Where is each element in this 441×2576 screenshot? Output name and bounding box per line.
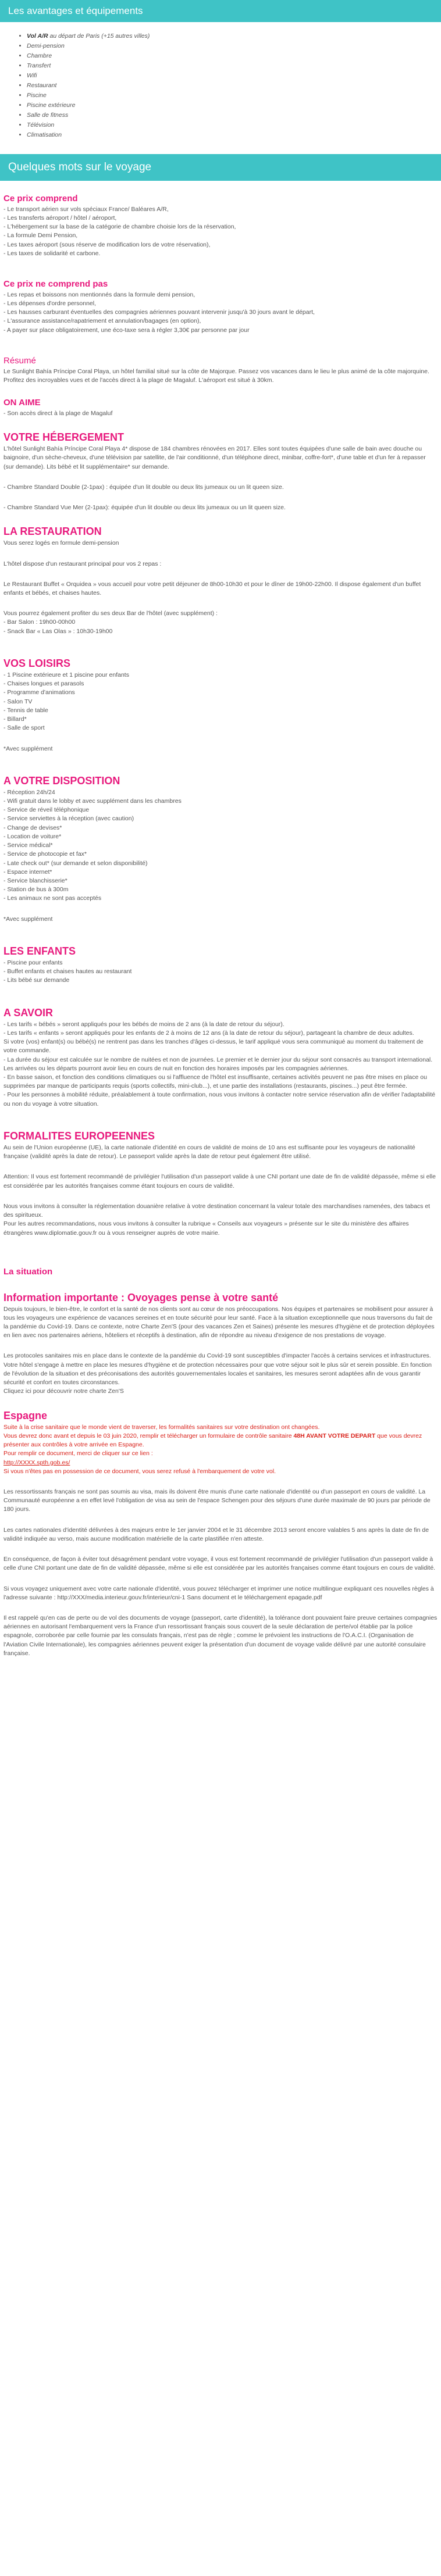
advantage-item: • Transfert (27, 61, 441, 71)
advantage-item: • Climatisation (27, 130, 441, 140)
list-line: - Service serviettes à la réception (avec caution) (3, 815, 134, 823)
list-line: - Programme d'animations (3, 689, 75, 696)
list-line: - Late check out* (sur demande et selon disponibilité) (3, 859, 148, 867)
on-aime-list (3, 409, 438, 418)
espagne-p3: En conséquence, de façon à éviter tout désagrément pendant votre voyage, il vous est fortement recommandé de privilégier l'utilisation d'un passeport valide à celle d'une CNI portant une date de fin de validité dépassée, même si elle est considérée par les autorités françaises comme étant toujours en cours de validité. (3, 1556, 436, 1572)
espagne-title: Espagne (3, 1409, 48, 1421)
list-line: - Les animaux ne sont pas acceptés (3, 895, 102, 902)
list-line: - Salle de sport (3, 724, 45, 732)
price-includes-list (3, 205, 438, 258)
restauration-formula: Vous serez logés en formule demi-pension (3, 540, 119, 547)
list-line: - Réception 24h/24 (3, 788, 55, 796)
words-banner: Quelques mots sur le voyage (0, 154, 441, 181)
summary-title: Résumé (3, 355, 36, 366)
formalites-p1: Au sein de l'Union européenne (UE), la carte nationale d'identité en cours de validité de moins de 10 ans est suffisante pour les voyageurs de nationalité française (validité après la date de retour). Le passeport valide après la date de retour peut également être utilisé. (3, 1144, 415, 1160)
list-line: - Les taxes de solidarité et carbone. (3, 249, 101, 257)
savoir-title: A SAVOIR (3, 1006, 54, 1019)
list-line: - Salon TV (3, 698, 33, 705)
list-line: - Billard* (3, 716, 27, 723)
list-line: - Piscine pour enfants (3, 959, 63, 966)
summary-text: Le Sunlight Bahía Príncipe Coral Playa, un hôtel familial situé sur la côte de Majorque. Passez vos vacances dans le lieu le plus animé de la côte majorquine. Profitez des incroyables vues et de l'accès direct à la plage de Magaluf. L'aéroport est situé à 30km. (3, 367, 429, 384)
advantage-item: • Piscine extérieure (27, 101, 441, 110)
list-line: - Buffet enfants et chaises hautes au restaurant (3, 968, 132, 976)
espagne-alert-4: Si vous n'êtes pas en possession de ce document, vous serez refusé à l'embarquement de votre vol. (3, 1467, 276, 1475)
list-line: - Service de réveil téléphonique (3, 806, 90, 814)
charte-zens-link[interactable]: Cliquez ici pour découvrir notre charte Zen'S (3, 1388, 124, 1395)
list-line: - L'assurance assistance/rapatriement et annulation/bagages (en option), (3, 317, 201, 325)
espagne-alert-1: Suite à la crise sanitaire que le monde vient de traverser, les formalités sanitaires sur votre destination ont changées. (3, 1423, 320, 1431)
advantage-item: • Piscine (27, 91, 441, 101)
important-title: Information importante : Ovoyages pense à votre santé (3, 1291, 279, 1303)
list-line: - Espace internet* (3, 868, 52, 876)
savoir-list (3, 1020, 438, 1109)
restauration-buffet: Le Restaurant Buffet « Orquidea » vous accueil pour votre petit déjeuner de 8h00-10h30 et pour le dîner de 19h00-22h00. Il dispose également d'un buffet enfants et bébés, et chaises hautes. (3, 580, 421, 596)
advantage-item: • Demi-pension (27, 41, 441, 51)
list-line: - Location de voiture* (3, 833, 62, 840)
bar-salon: - Bar Salon : 19h00-00h00 (3, 619, 76, 626)
trip-details (0, 181, 441, 1681)
list-line: - Les repas et boissons non mentionnés dans la formule demi pension, (3, 291, 195, 298)
hebergement-text: L'hôtel Sunlight Bahía Príncipe Coral Playa 4* dispose de 184 chambres rénovées en 2017. Elles sont toutes équipées d'une salle de bain avec douche ou baignoire, d'un sèche-cheveux, d'une télévision par satellite, de l'air conditionné, d'un téléphone direct, minibar, coffre-fort*, d'une table et d'un fer à repasser (sur demande). Lits bébé et lit supplémentaire* sur demande. (3, 445, 426, 470)
list-line: - Les tarifs « enfants » seront appliqués pour les enfants de 2 à moins de 12 ans (à la date de retour du séjour), partageant la chambre de deux adultes. (3, 1029, 414, 1037)
list-line: - La durée du séjour est calculée sur le nombre de nuitées et non de journées. Le premier et le dernier jour du séjour sont consacrés au transport international. Les arrivées ou les départs pourront avoir lieu en cours de nuit en fonction des horaires imposés par les compagnies aériennes. (3, 1056, 433, 1072)
advantage-item: • Wifi (27, 71, 441, 81)
restauration-main: L'hôtel dispose d'un restaurant principal pour vos 2 repas : (3, 560, 162, 567)
list-line: - La formule Demi Pension, (3, 232, 78, 240)
list-line: - 1 Piscine extérieure et 1 piscine pour enfants (3, 671, 129, 678)
hebergement-title: VOTRE HÉBERGEMENT (3, 431, 125, 444)
list-line: - L'hébergement sur la base de la catégorie de chambre choisie lors de la réservation, (3, 223, 236, 231)
list-line: - Son accès direct à la plage de Magaluf (3, 409, 113, 417)
list-line: - En basse saison, et fonction des conditions climatiques ou si l'affluence de l'hôtel est insuffisante, certaines activités peuvent ne pas être mises en place ou supprimées par manque de participants requis (sports collectifs, mini-club...), et une partie des installations (restaurants, piscines...) peut être fermée. (3, 1074, 427, 1090)
formalites-p2: Attention: Il vous est fortement recommandé de privilégier l'utilisation d'un passeport valide à une CNI portant une date de fin de validité dépassée, même si elle est considérée par les autorités françaises comme étant toujours en cours de validité. (3, 1173, 436, 1189)
advantage-item: • Télévision (27, 120, 441, 130)
advantage-item: • Restaurant (27, 81, 441, 91)
price-excludes-list (3, 291, 438, 335)
formalites-p3: Nous vous invitons à consulter la réglementation douanière relative à votre destination concernant la valeur totale des marchandises ramenées, des tabacs et des spiritueux. (3, 1202, 431, 1219)
list-line: - Service médical* (3, 842, 53, 849)
room-standard-sea-view: - Chambre Standard Vue Mer (2-1pax): équipée d'un lit double ou deux lits jumeaux ou un lit queen size. (3, 504, 286, 512)
espagne-p4: Si vous voyagez uniquement avec votre carte nationale d'identité, vous pouvez télécharger et imprimer une notice multilingue expliquant ces nouvelles règles à l'adresse suivante : http://XXX/media.interieur.gouv.fr/interieur/cni-1 Sans document et le téléchargement epagade.pdf (3, 1585, 434, 1601)
advantages-list (0, 22, 441, 154)
loisirs-note: *Avec supplément (3, 745, 53, 752)
list-line: - Les taxes aéroport (sous réserve de modification lors de votre réservation), (3, 241, 211, 248)
restauration-bars: Vous pourrez également profiter du ses deux Bar de l'hôtel (avec supplément) : (3, 610, 218, 617)
disposition-note: *Avec supplément (3, 915, 53, 923)
situation-title: La situation (3, 1266, 53, 1277)
important-p1: Depuis toujours, le bien-être, le confort et la santé de nos clients sont au cœur de nos préoccupations. Nos équipes et partenaires se mobilisent pour assurer à tous les voyageurs une expérience de vacances sereines et en toute sécurité pour leur santé. Face à la situation exceptionnelle que nous traversons du fait de la pandémie du Covid-19. Dans ce contexte, notre Charte Zen'S (pour des vacances Zen et Saines) présente les mesures d'hygiène et de protection déployées en lien avec nos partenaires aériens, hôteliers et réceptifs à destination, afin de répondre au niveau d'exigence de nos prestations de voyage. (3, 1305, 435, 1339)
on-aime-title: ON AIME (3, 398, 41, 408)
important-p2: Les protocoles sanitaires mis en place dans le contexte de la pandémie du Covid-19 sont susceptibles d'impacter l'accès à certains services et infrastructures. Votre hôtel s'engage à mettre en place les mesures d'hygiène et de protection nécessaires pour que votre séjour soit le plus sûr et serein possible. En fonction de l'évolution de la situation et des préconisations des autorités gouvernementales locales et sanitaires, les mesures seront adaptées afin de vous garantir sécurité et confort en toutes circonstances. (3, 1352, 432, 1387)
enfants-title: LES ENFANTS (3, 945, 76, 957)
loisirs-list (3, 671, 438, 733)
list-line: - Chaises longues et parasols (3, 680, 84, 688)
advantage-item: • Salle de fitness (27, 110, 441, 120)
list-line: - Lits bébé sur demande (3, 977, 70, 984)
list-line: - A payer sur place obligatoirement, une éco-taxe sera à régler 3,30€ par personne par jour (3, 326, 250, 334)
advantages-banner: Les avantages et équipements (0, 0, 441, 22)
list-line: - Tennis de table (3, 706, 48, 714)
list-line: - Pour les personnes à mobilité réduite, préalablement à toute confirmation, nous vous invitons à contacter notre service réservation afin de vérifier l'adaptabilité ou non du voyage à votre situation. (3, 1091, 436, 1107)
list-line: - Les hausses carburant éventuelles des compagnies aériennes pouvant intervenir jusqu'à 30 jours avant le départ, (3, 309, 315, 316)
price-includes-title: Ce prix comprend (3, 194, 78, 203)
list-line: - Service de photocopie et fax* (3, 851, 87, 858)
price-excludes-title: Ce prix ne comprend pas (3, 279, 108, 290)
espagne-p5: Il est rappelé qu'en cas de perte ou de vol des documents de voyage (passeport, carte d'identité), la tolérance dont pouvaient faire preuve certaines compagnies aériennes en autorisant l'embarquement vers la France d'un ressortissant français sous couvert de la seule déclaration de perte/vol établie par la police espagnole, corroborée par celle fournie par les consulats français, n'est pas de règle ; comme le prévoient les instructions de l'O.A.C.I. (Organisation de l'Aviation Civile Internationale), les compagnies aériennes peuvent exiger la présentation d'un document de voyage valide délivré par une autorité consulaire française. (3, 1614, 438, 1657)
list-line: Si votre (vos) enfant(s) ou bébé(s) ne rentrent pas dans les tranches d'âges ci-dessus, le tarif appliqué vous sera communiqué au moment du traitement de votre commande. (3, 1038, 424, 1055)
formalites-p4: Pour les autres recommandations, nous vous invitons à consulter la rubrique « Conseils aux voyageurs » présente sur le site du ministère des affaires étrangères www.diplomatie.gouv.fr ou à vous renseigner auprès de votre mairie. (3, 1220, 409, 1237)
list-line: - Service blanchisserie* (3, 877, 67, 884)
snack-bar: - Snack Bar « Las Olas » : 10h30-19h00 (3, 627, 113, 635)
espagne-p2: Les cartes nationales d'identité délivrées à des majeurs entre le 1er janvier 2004 et le 31 décembre 2013 seront encore valables 5 ans après la date de fin de validité indiquée au verso, mais aucune modification matérielle de la carte plastifiée n'en atteste. (3, 1526, 429, 1542)
formalites-title: FORMALITES EUROPEENNES (3, 1130, 155, 1142)
list-line: - Les transferts aéroport / hôtel / aéroport, (3, 214, 117, 221)
list-line: - Les dépenses d'ordre personnel, (3, 300, 97, 308)
list-line: - Les tarifs « bébés » seront appliqués pour les bébés de moins de 2 ans (à la date de retour du séjour). (3, 1020, 284, 1028)
loisirs-title: VOS LOISIRS (3, 657, 71, 669)
espagne-alert-2: Vous devrez donc avant et depuis le 03 juin 2020, remplir et télécharger un formulaire de contrôle sanitaire 48H AVANT VOTRE DEPART que vous devrez présenter aux contrôles à votre arrivée en Espagne. (3, 1432, 422, 1449)
list-line: - Wifi gratuit dans le lobby et avec supplément dans les chambres (3, 798, 182, 805)
enfants-list (3, 959, 438, 985)
list-line: - Station de bus à 300m (3, 886, 69, 894)
room-standard-double: - Chambre Standard Double (2-1pax) : équipée d'un lit double ou deux lits jumeaux ou un lit queen size. (3, 483, 284, 491)
list-line: - Le transport aérien sur vols spéciaux France/ Baléares A/R, (3, 205, 169, 213)
advantage-item: • Chambre (27, 51, 441, 61)
list-line: - Change de devises* (3, 824, 62, 831)
advantage-item: • Vol A/R au départ de Paris (+15 autres villes) (27, 31, 441, 41)
espagne-p1: Les ressortissants français ne sont pas soumis au visa, mais ils doivent être munis d'une carte nationale d'identité ou d'un passeport en cours de validité. La Communauté européenne a en effet levé l'obligation de visa au sein de l'espace Schengen pour des séjours d'une durée maximale de 90 jours par période de 180 jours. (3, 1488, 431, 1513)
disposition-list (3, 788, 438, 903)
espagne-alert-3: Pour remplir ce document, merci de cliquer sur ce lien : (3, 1450, 153, 1457)
disposition-title: A VOTRE DISPOSITION (3, 774, 120, 787)
restauration-title: LA RESTAURATION (3, 526, 102, 538)
health-form-link[interactable]: http://XXXX.spth.gob.es/ (3, 1459, 70, 1466)
